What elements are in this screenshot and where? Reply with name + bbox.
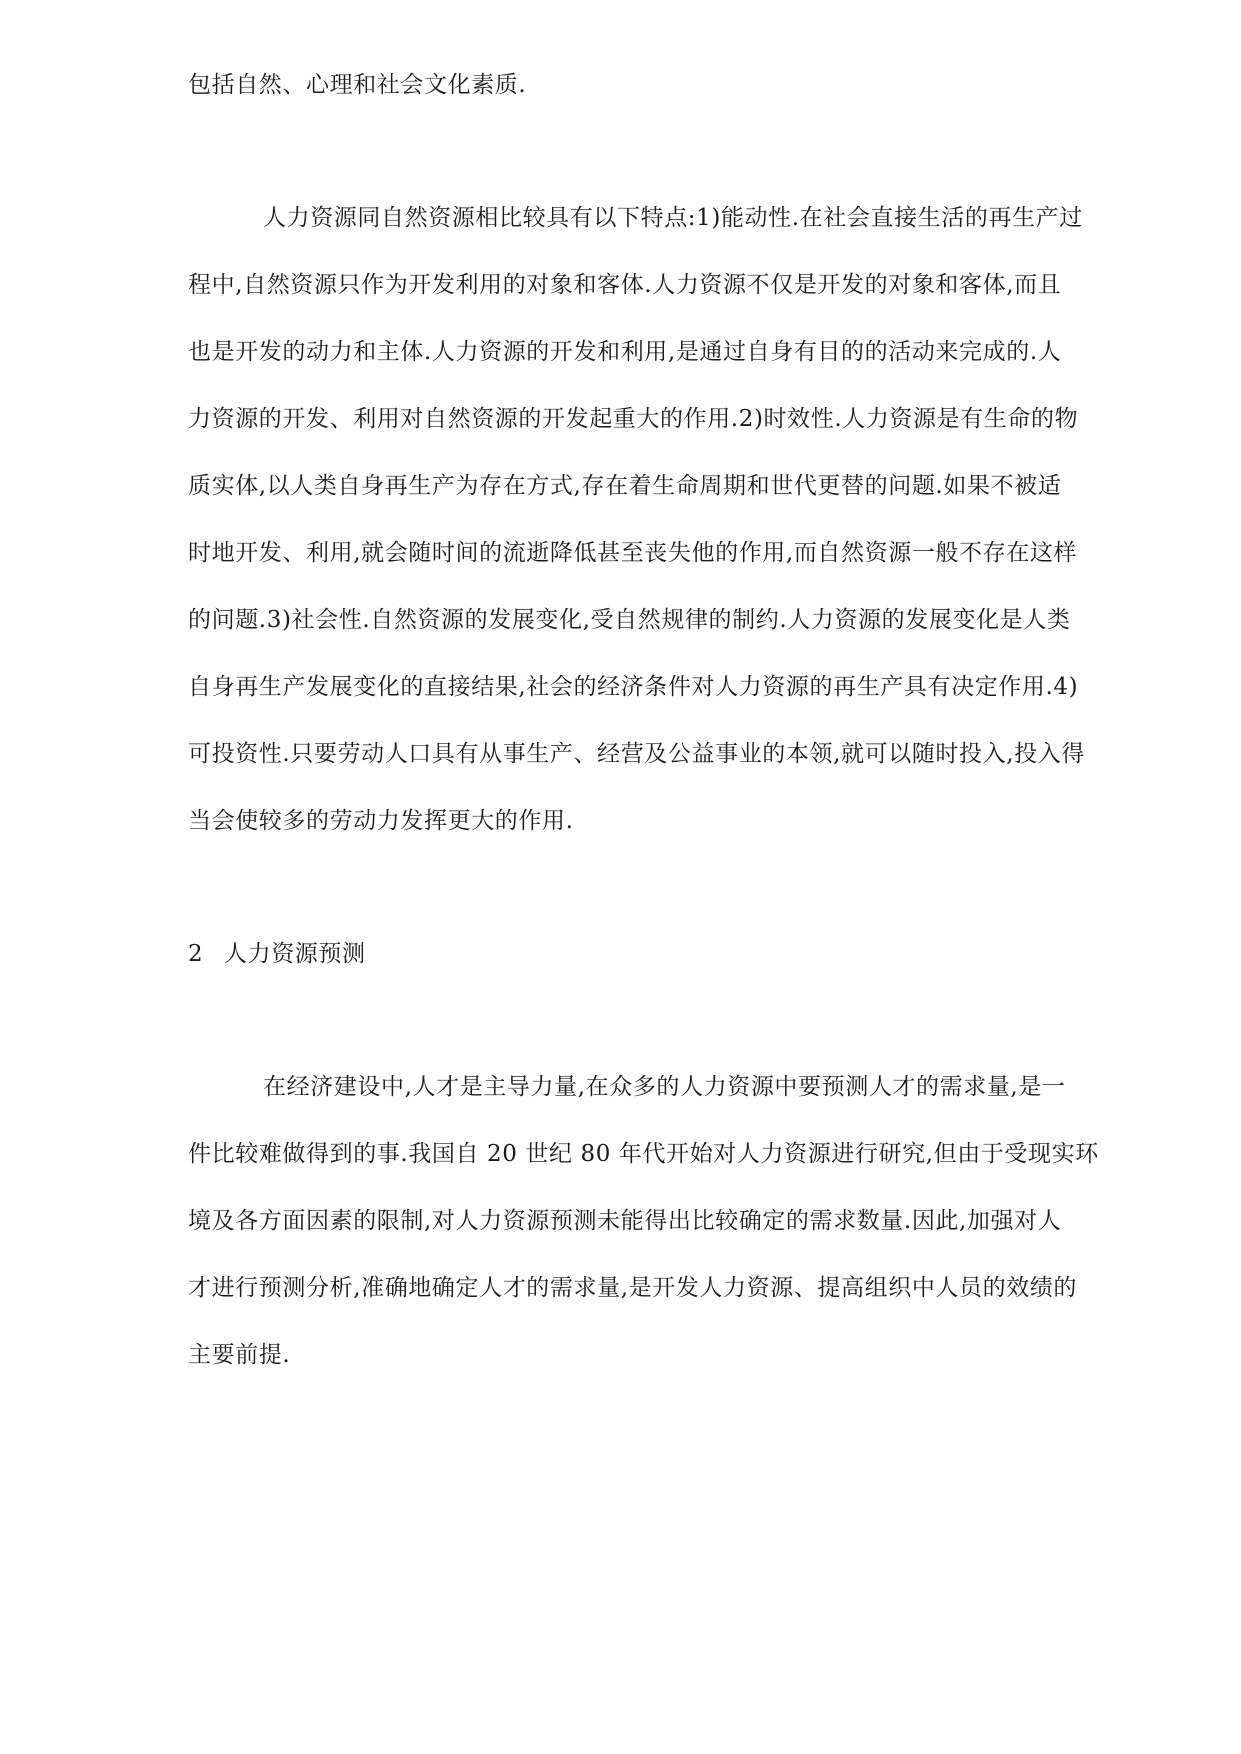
- paragraph-line: 力资源的开发、利用对自然资源的开发起重大的作用.2)时效性.人力资源是有生命的物: [188, 406, 1079, 432]
- paragraph-line: 件比较难做得到的事.我国自 20 世纪 80 年代开始对人力资源进行研究,但由于受现实环: [188, 1141, 1099, 1167]
- paragraph-line: 质实体,以人类自身再生产为存在方式,存在着生命周期和世代更替的问题.如果不被适: [188, 473, 1062, 499]
- paragraph-line: 自身再生产发展变化的直接结果,社会的经济条件对人力资源的再生产具有决定作用.4): [188, 674, 1079, 700]
- section-number: 2: [188, 941, 204, 967]
- paragraph-line: 也是开发的动力和主体.人力资源的开发和利用,是通过自身有目的的活动来完成的.人: [188, 339, 1062, 365]
- section-title: 人力资源预测: [224, 941, 366, 967]
- paragraph-line: 境及各方面因素的限制,对人力资源预测未能得出比较确定的需求数量.因此,加强对人: [188, 1208, 1062, 1234]
- paragraph-line: 才进行预测分析,准确地确定人才的需求量,是开发人力资源、提高组织中人员的效绩的: [188, 1275, 1078, 1301]
- paragraph-line: 可投资性.只要劳动人口具有从事生产、经营及公益事业的本领,就可以随时投入,投入得: [188, 741, 1085, 767]
- paragraph-line: 主要前提.: [188, 1342, 291, 1368]
- section-heading: [188, 939, 366, 969]
- paragraph-line: 当会使较多的劳动力发挥更大的作用.: [188, 808, 574, 834]
- paragraph-fragment-line: 包括自然、心理和社会文化素质.: [188, 72, 527, 98]
- paragraph-line: 程中,自然资源只作为开发利用的对象和客体.人力资源不仅是开发的对象和客体,而且: [188, 272, 1062, 298]
- paragraph-line: 时地开发、利用,就会随时间的流逝降低甚至丧失他的作用,而自然资源一般不存在这样: [188, 540, 1078, 566]
- paragraph-line: 人力资源同自然资源相比较具有以下特点:1)能动性.在社会直接生活的再生产过: [263, 205, 1083, 231]
- paragraph-line: 在经济建设中,人才是主导力量,在众多的人力资源中要预测人才的需求量,是一: [263, 1074, 1066, 1100]
- paragraph-line: 的问题.3)社会性.自然资源的发展变化,受自然规律的制约.人力资源的发展变化是人类: [188, 607, 1071, 633]
